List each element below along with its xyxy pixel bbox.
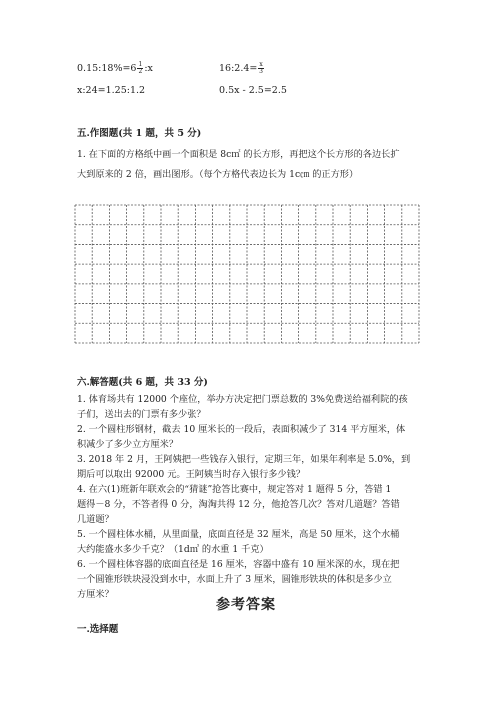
- equation-2-numerator: x: [259, 61, 263, 68]
- equation-1-suffix: :x: [144, 63, 153, 74]
- section-6-line: 3. 2018 年 2 月，王阿姨把一些钱存入银行，定期三年，如果年利率是 5.0%，到: [77, 454, 411, 465]
- section-6-line: 1. 体育场共有 12000 个座位，举办方决定把门票总数的 3%免费送给福利院的孩: [77, 394, 408, 405]
- equation-2: [219, 62, 265, 75]
- section-6-line: 方厘米？: [77, 589, 114, 600]
- answers-subheading: 一.选择题: [77, 624, 119, 635]
- section-6-line: 2. 一个圆柱形钢材，截去 10 厘米长的一段后，表面积减少了 314 平方厘米，体: [77, 424, 406, 435]
- equation-1: [77, 62, 153, 75]
- section-6-heading: 六.解答题(共 6 题，共 33 分): [77, 377, 208, 388]
- section-6-line: 大约能盛水多少千克？（1d㎥ 的水重 1 千克）: [77, 544, 269, 555]
- equation-1-denominator: 2: [138, 68, 143, 75]
- square-grid: [74, 204, 420, 344]
- equation-2-denominator: 3: [259, 68, 263, 75]
- section-6-line: 几道题？: [77, 514, 114, 525]
- section-6-line: 4. 在六(1)班新年联欢会的“猜谜”抢答比赛中，规定答对 1 题得 5 分，答错 1: [77, 484, 392, 495]
- section-6-line: 6. 一个圆柱体容器的底面直径是 16 厘米，容器中盛有 10 厘米深的水，现在把: [77, 559, 400, 570]
- section-5-question-line-1: 1. 在下面的方格纸中画一个面积是 8c㎡ 的长方形，再把这个长方形的各边长扩: [77, 149, 400, 160]
- equation-2-fraction: [258, 62, 263, 75]
- section-5-question-line-2: 大到原来的 2 倍，画出图形。（每个方格代表边长为 1c㎝ 的正方形）: [77, 169, 359, 180]
- equation-1-prefix: 0.15:18%=6: [77, 63, 137, 74]
- section-6-line: 积减少了多少立方厘米？: [77, 439, 179, 450]
- equation-2-prefix: 16:2.4=: [219, 63, 258, 74]
- section-6-line: 5. 一个圆柱体水桶，从里面量，底面直径是 32 厘米，高是 50 厘米，这个水桶: [77, 529, 400, 540]
- equation-1-fraction: [137, 62, 143, 75]
- section-6-line: 期后可以取出 92000 元。王阿姨当时存入银行多少钱？: [77, 469, 306, 480]
- section-6-line: 一个圆锥形铁块浸没到水中，水面上升了 3 厘米，圆锥形铁块的体积是多少立: [77, 574, 392, 585]
- section-6-line: 子们，送出去的门票有多少张？: [77, 409, 206, 420]
- equation-3: x:24=1.25:1.2: [77, 85, 146, 96]
- answers-title: 参考答案: [216, 597, 276, 613]
- equation-1-numerator: 1: [138, 61, 143, 68]
- section-6-line: 题得－8 分，不答者得 0 分，淘淘共得 12 分，他抢答几次？答对几道题？答错: [77, 499, 400, 510]
- square-grid-svg: [74, 204, 420, 344]
- equation-4: 0.5x - 2.5=2.5: [219, 85, 287, 96]
- section-5-heading: 五.作图题(共 1 题，共 5 分): [77, 128, 202, 139]
